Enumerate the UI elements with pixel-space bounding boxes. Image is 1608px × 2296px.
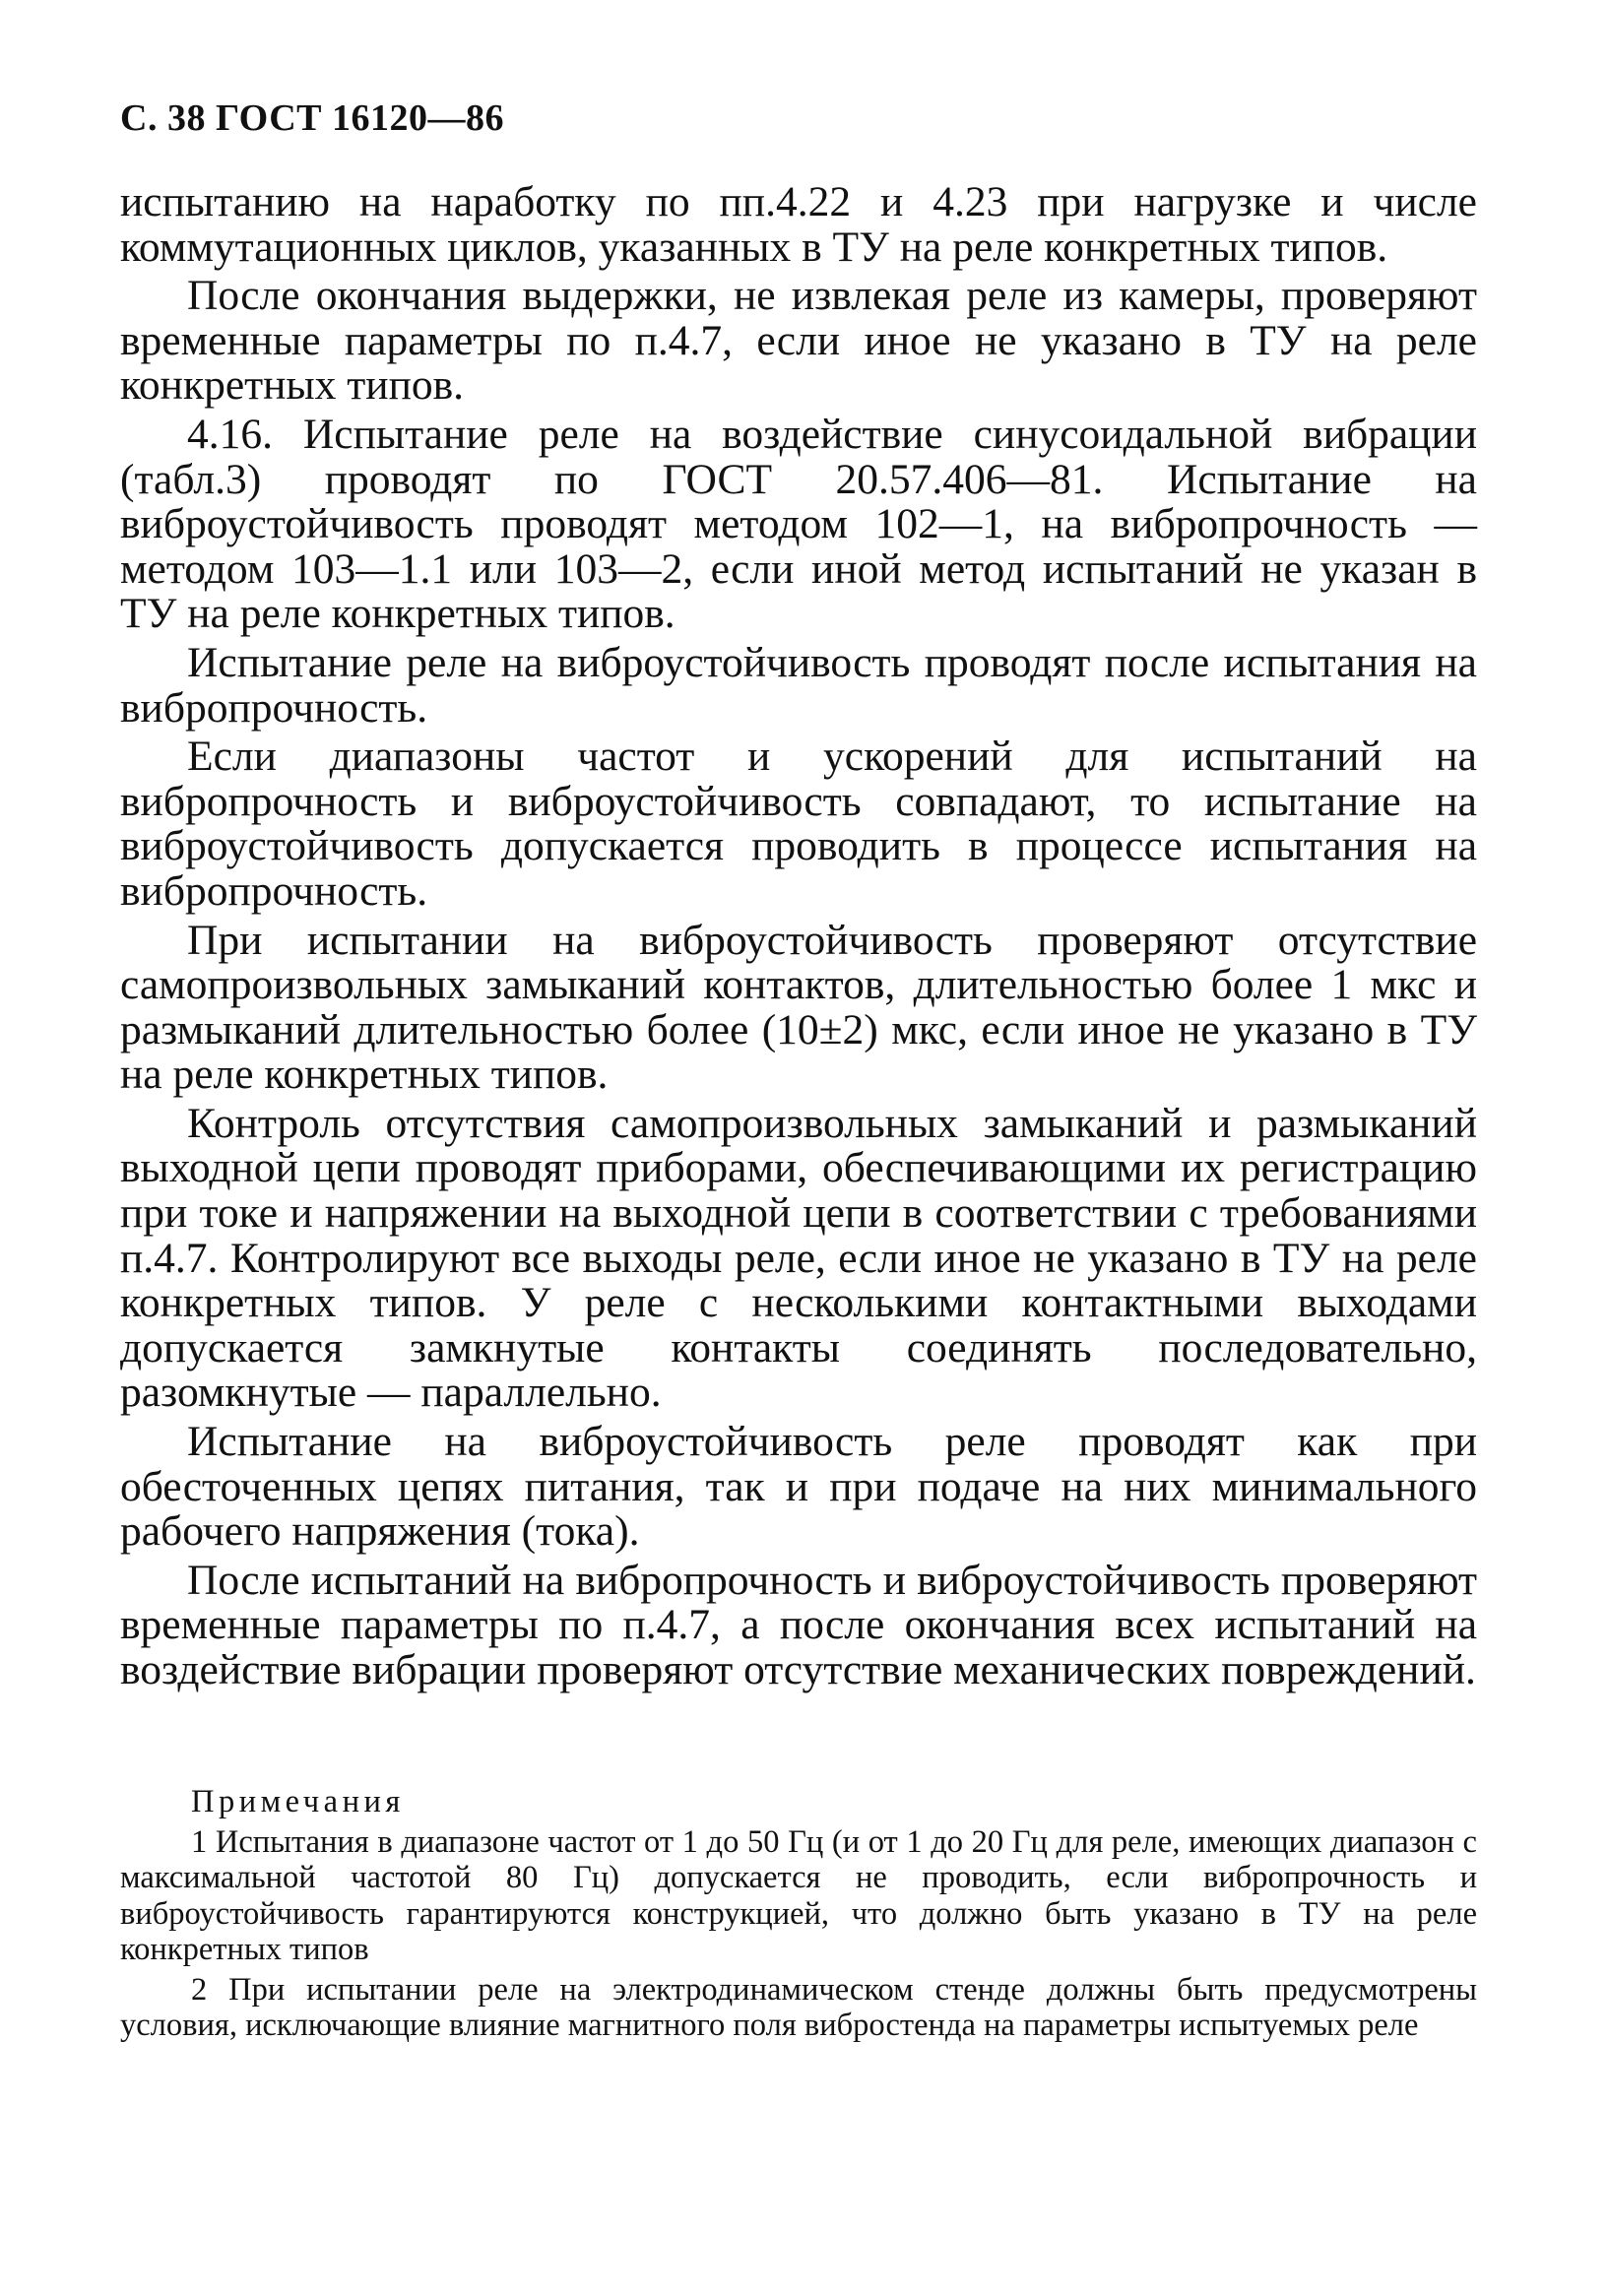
notes-title: Примечания bbox=[191, 1784, 405, 1819]
running-head: С. 38 ГОСТ 16120—86 bbox=[120, 97, 504, 139]
notes-section bbox=[120, 1784, 1477, 2048]
paragraph: После окончания выдержки, не извлекая реле из камеры, проверяют временные параметры по п.4.7, если иное не указано в ТУ на реле конкретных типов. bbox=[120, 272, 1477, 410]
paragraph: Испытание реле на виброустойчивость проводят после испытания на вибропрочность. bbox=[120, 638, 1477, 732]
paragraph-clause-4-16: 4.16. Испытание реле на воздействие синусоидальной вибрации (табл.3) проводят по ГОСТ 20.57.406—81. Испытание на виброустойчивость проводят методом 102—1, на вибропрочность — методом 103—1.1 или 103—2, если иной метод испытаний не указан в ТУ на реле конкретных типов. bbox=[120, 410, 1477, 638]
paragraph: Если диапазоны частот и ускорений для испытаний на вибропрочность и виброустойчивость совпадают, то испытание на виброустойчивость допускается проводить в процессе испытания на вибропрочность. bbox=[120, 733, 1477, 915]
paragraph: Контроль отсутствия самопроизвольных замыканий и размыканий выходной цепи проводят приборами, обеспечивающими их регистрацию при токе и напряжении на выходной цепи в соответствии с требованиями п.4.7. Контролируют все выходы реле, если иное не указано в ТУ на реле конкретных типов. У реле с несколькими контактными выходами допускается замкнутые контакты соединять последовательно, разомкнутые — параллельно. bbox=[120, 1099, 1477, 1417]
note-item: 1 Испытания в диапазоне частот от 1 до 50 Гц (и от 1 до 20 Гц для реле, имеющих диапазон с максимальной частотой 80 Гц) допускается не проводить, если вибропрочность и виброустойчивость гарантируются конструкцией, что должно быть указано в ТУ на реле конкретных типов bbox=[120, 1823, 1477, 1967]
paragraph: После испытаний на вибропрочность и виброустойчивость проверяют временные параметры по п.4.7, а после окончания всех испытаний на воздействие вибрации проверяют отсутствие механических повреждений. bbox=[120, 1556, 1477, 1693]
paragraph-continuation: испытанию на наработку по пп.4.22 и 4.23 при нагрузке и числе коммутационных циклов, указанных в ТУ на реле конкретных типов. bbox=[120, 178, 1477, 271]
note-item: 2 При испытании реле на электродинамическом стенде должны быть предусмотрены условия, исключающие влияние магнитного поля вибростенда на параметры испытуемых реле bbox=[120, 1971, 1477, 2043]
paragraph: При испытании на виброустойчивость проверяют отсутствие самопроизвольных замыканий контактов, длительностью более 1 мкс и размыканий длительностью более (10±2) мкс, если иное не указано в ТУ на реле конкретных типов. bbox=[120, 916, 1477, 1099]
paragraph: Испытание на виброустойчивость реле проводят как при обесточенных цепях питания, так и при подаче на них минимального рабочего напряжения (тока). bbox=[120, 1418, 1477, 1556]
body-text bbox=[120, 180, 1477, 1697]
